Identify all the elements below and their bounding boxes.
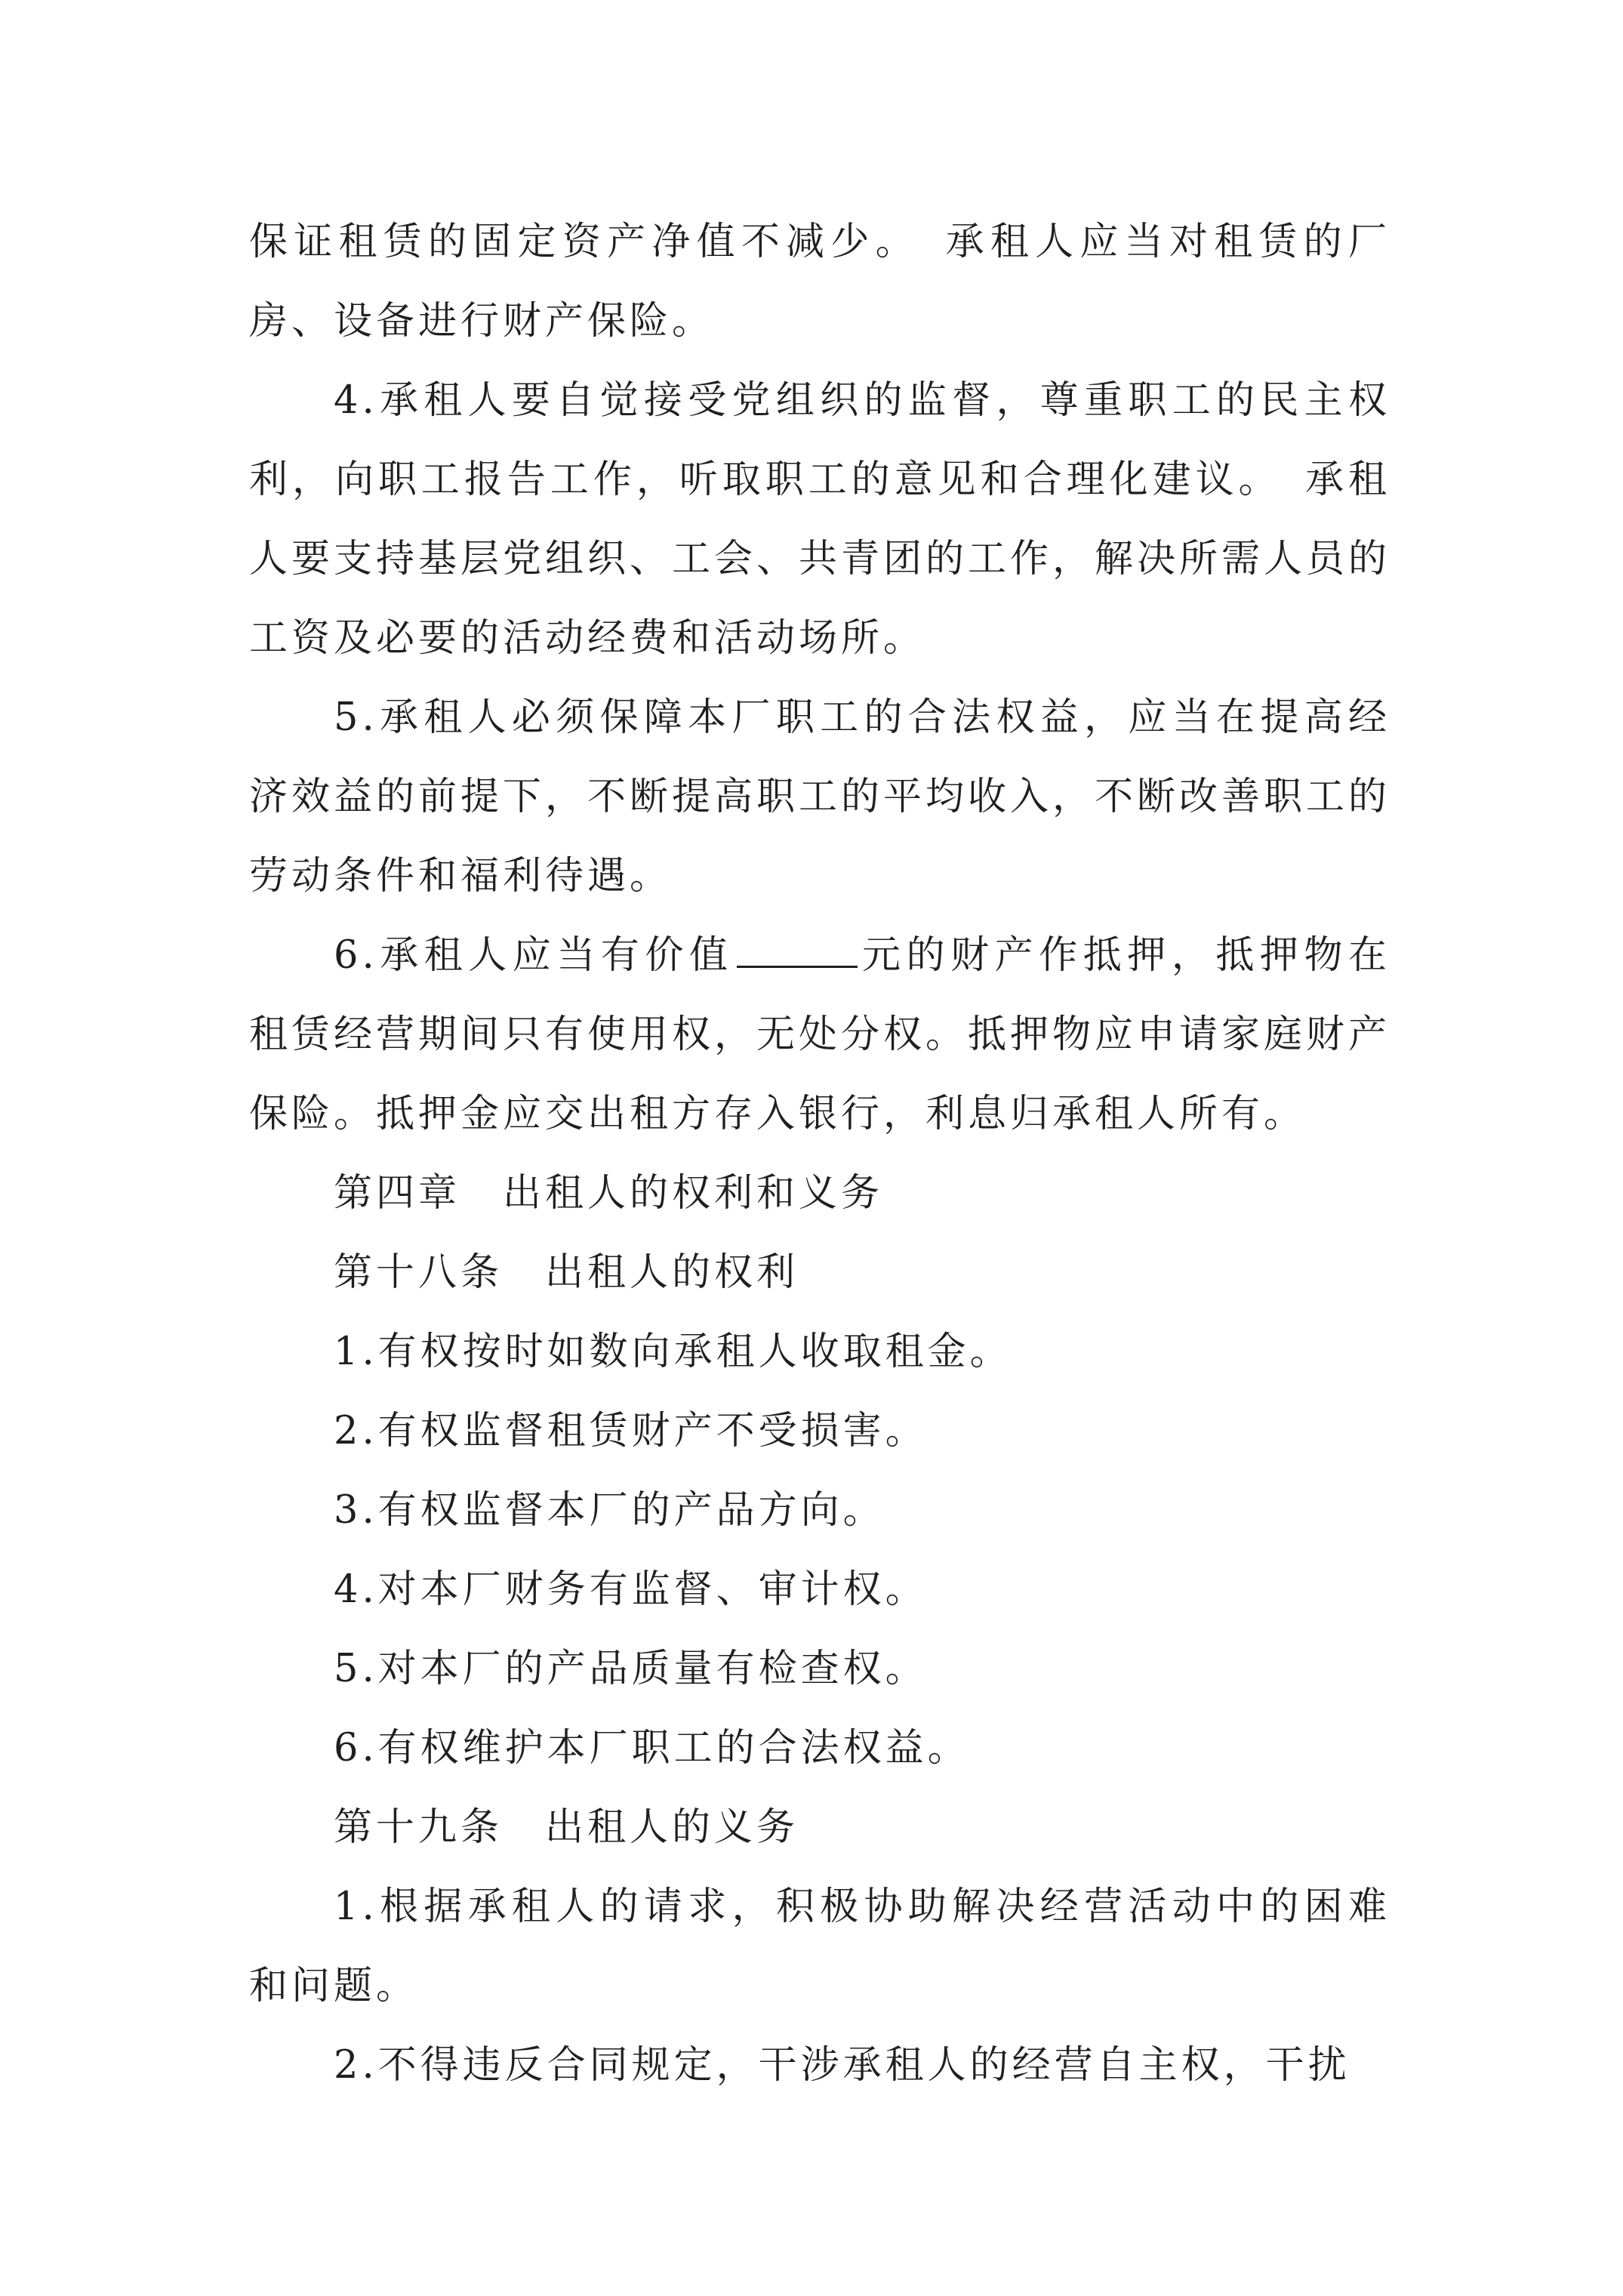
list-item: 2.不得违反合同规定，干涉承租人的经营自主权，干扰 xyxy=(334,2043,1350,2088)
paragraph-item-6-text-after: 元的财产作抵押，抵押物在租赁经营期间只有使用权，无处分权。抵押物应申请家庭财产保险。抵押金应交出租方存入银行，利息归承租人所有。 xyxy=(249,933,1391,1136)
document-body xyxy=(249,202,1390,2105)
paragraph-item-6 xyxy=(249,916,1390,1154)
article-19-heading: 第十九条 出租人的义务 xyxy=(334,1805,799,1850)
value-blank-line xyxy=(737,935,858,968)
list-item: 1.有权按时如数向承租人收取租金。 xyxy=(334,1330,1012,1374)
list-item: 3.有权监督本厂的产品方向。 xyxy=(334,1488,885,1533)
paragraph-item-6-text-before: 6.承租人应当有价值 xyxy=(334,933,734,978)
article-18-heading: 第十八条 出租人的权利 xyxy=(334,1250,799,1295)
list-item: 5.对本厂的产品质量有检查权。 xyxy=(334,1647,928,1691)
list-item: 4.对本厂财务有监督、审计权。 xyxy=(334,1567,928,1612)
list-item: 1.根据承租人的请求，积极协助解决经营活动中的困难和问题。 xyxy=(249,1885,1390,2008)
paragraph-continuation: 保证租赁的固定资产净值不减少。 承租人应当对租赁的厂房、设备进行财产保险。 xyxy=(249,220,1390,344)
chapter-heading: 第四章 出租人的权利和义务 xyxy=(334,1171,884,1216)
paragraph-item-4: 4.承租人要自觉接受党组织的监督，尊重职工的民主权利，向职工报告工作，听取职工的意见和合理化建议。 承租人要支持基层党组织、工会、共青团的工作，解决所需人员的工资及必要的活动经费和活动场所。 xyxy=(249,378,1391,661)
paragraph-item-5: 5.承租人必须保障本厂职工的合法权益，应当在提高经济效益的前提下，不断提高职工的平均收入，不断改善职工的劳动条件和福利待遇。 xyxy=(249,695,1391,898)
list-item: 2.有权监督租赁财产不受损害。 xyxy=(334,1409,928,1453)
list-item: 6.有权维护本厂职工的合法权益。 xyxy=(334,1726,970,1771)
